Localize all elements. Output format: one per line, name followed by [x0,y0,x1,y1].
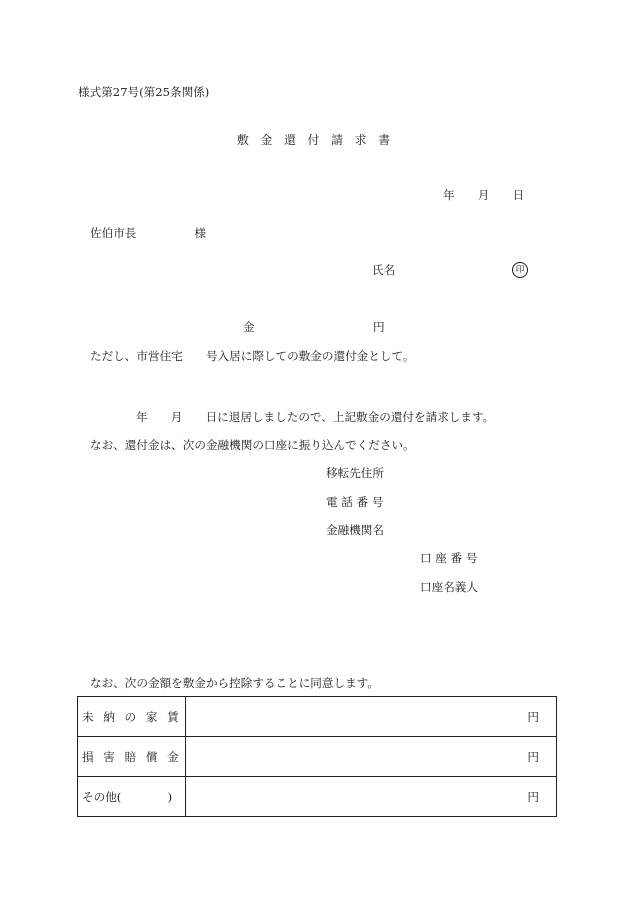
table-row [78,697,557,737]
bank-name-label: 金融機関名 [326,523,384,537]
date-line: 年 月 日 [443,188,525,202]
other-label: その他( ) [78,777,186,817]
amount-unit: 円 [373,320,385,334]
account-holder-label: 口座名義人 [420,580,478,594]
account-number-label: 口 座 番 号 [420,551,478,565]
phone-label: 電 話 番 号 [326,495,384,509]
damages-unit: 円 [186,737,557,777]
seal-mark: 印 [512,262,528,278]
applicant-name-label: 氏名 [372,263,396,277]
table-row [78,737,557,777]
transfer-instruction: なお、還付金は、次の金融機関の口座に振り込んでください。 [90,438,415,452]
deduction-consent: なお、次の金額を敷金から控除することに同意します。 [90,676,379,690]
addressee: 佐伯市長 様 [90,226,206,240]
unpaid-rent-label: 未 納 の 家 賃 [78,697,186,737]
form-number: 様式第27号(第25条関係) [78,85,210,99]
purpose-text: ただし、市営住宅 号入居に際しての敷金の還付金として。 [90,349,415,363]
table-row [78,777,557,817]
moveout-statement: 年 月 日に退居しましたので、上記敷金の還付を請求します。 [136,410,495,424]
amount-label: 金 [243,320,255,334]
document-title: 敷 金 還 付 請 求 書 [237,133,391,147]
damages-label: 損 害 賠 償 金 [78,737,186,777]
other-unit: 円 [186,777,557,817]
unpaid-rent-unit: 円 [186,697,557,737]
new-address-label: 移転先住所 [326,466,384,480]
deduction-table [77,696,557,817]
